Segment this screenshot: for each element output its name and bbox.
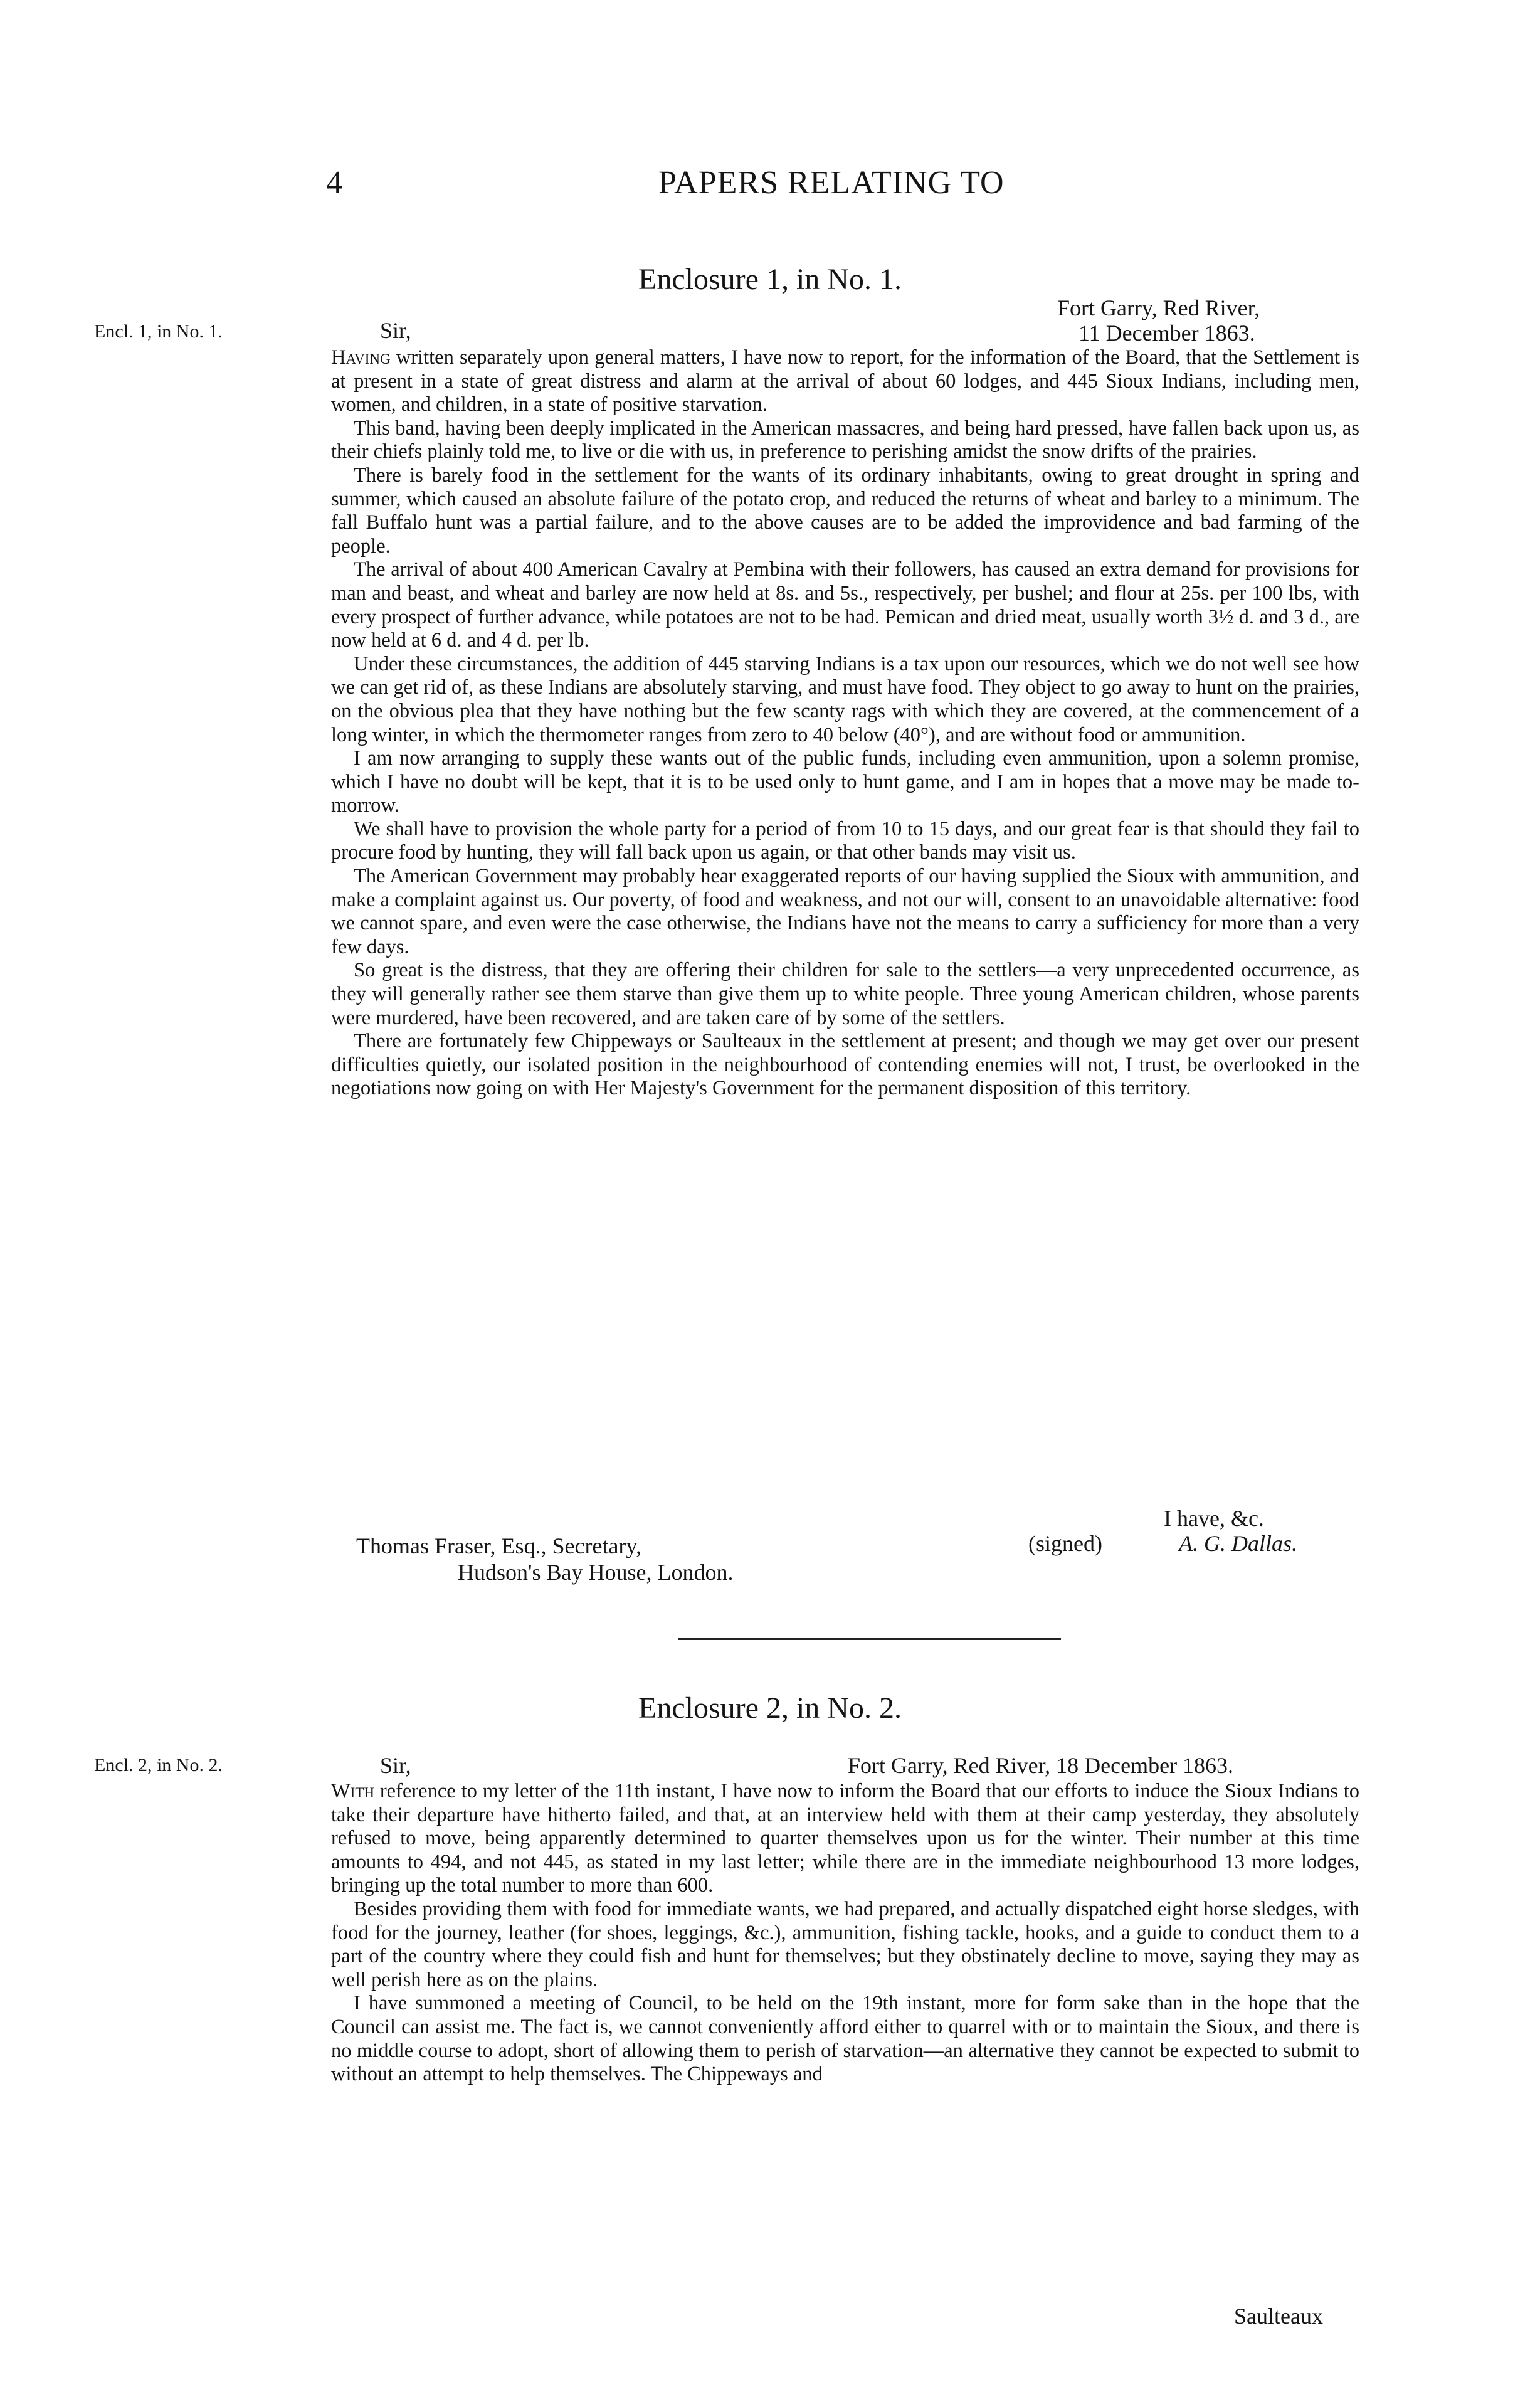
paragraph: Under these circumstances, the addition of 445 starving Indians is a tax upon our resources, which we do not well see how we can get rid of, as these Indians are absolutely starving, and must have food. They object to go away to hunt on the prairies, on the obvious plea that they have nothing but the few scanty rags with which they are covered, at the commencement of a long winter, in which the thermometer ranges from zero to 40 below (40°), and are without food or ammunition. [331, 652, 1359, 746]
running-title: PAPERS RELATING TO [658, 165, 1005, 201]
lead-word: With [331, 1780, 374, 1802]
enclosure-1-date: 11 December 1863. [1079, 320, 1255, 346]
paragraph: With reference to my letter of the 11th instant, I have now to inform the Board that our efforts to induce the Sioux Indians to take their departure have hitherto failed, and that, at an interview held with them at their camp yesterday, they absolutely refused to move, being apparently determined to quarter themselves upon us for the winter. Their number at this time amounts to 494, and not 445, as stated in my last letter; while there are in the immediate neighbourhood 13 more lodges, bringing up the total number to more than 600. [331, 1780, 1359, 1897]
section-divider [678, 1638, 1061, 1640]
enclosure-2-body [331, 1780, 1359, 2087]
signature: A. G. Dallas. [1179, 1531, 1297, 1556]
enclosure-2-place-date: Fort Garry, Red River, 18 December 1863. [848, 1753, 1234, 1778]
paragraph: So great is the distress, that they are offering their children for sale to the settlers—a very unprecedented occurrence, as they will generally rather see them starve than give them up to white people. Three young American children, whose parents were murdered, have been recovered, and are taken care of by some of the settlers. [331, 959, 1359, 1029]
lead-word: Having [331, 346, 391, 369]
paragraph: The arrival of about 400 American Cavalry at Pembina with their followers, has caused an extra demand for provisions for man and beast, and wheat and barley are now held at 8s. and 5s., respectively, per bushel; and flour at 25s. per 100 lbs, with every prospect of further advance, while potatoes are not to be had. Pemican and dried meat, usually worth 3½ d. and 3 d., are now held at 6 d. and 4 d. per lb. [331, 558, 1359, 652]
enclosure-2-margin-note: Encl. 2, in No. 2. [94, 1755, 223, 1775]
paragraph: There is barely food in the settlement for the wants of its ordinary inhabitants, owing to great drought in spring and summer, which caused an absolute failure of the potato crop, and reduced the returns of wheat and barley to a minimum. The fall Buffalo hunt was a partial failure, and to the above causes are to be added the improvidence and bad farming of the people. [331, 463, 1359, 558]
paragraph: Besides providing them with food for immediate wants, we had prepared, and actually dispatched eight horse sledges, with food for the journey, leather (for shoes, leggings, &c.), ammunition, fishing tackle, hooks, and a guide to conduct them to a part of the country where they could fish and hunt for themselves; but they obstinately decline to move, saying they may as well perish here as on the plains. [331, 1897, 1359, 1991]
catchword: Saulteaux [1234, 2304, 1323, 2329]
paragraph: Having written separately upon general matters, I have now to report, for the information of the Board, that the Settlement is at present in a state of great distress and alarm at the arrival of about 60 lodges, and 445 Sioux Indians, including men, women, and children, in a state of positive starvation. [331, 346, 1359, 416]
paragraph: I have summoned a meeting of Council, to be held on the 19th instant, more for form sake than in the hope that the Council can assist me. The fact is, we cannot conveniently afford either to quarrel with or to maintain the Sioux, and there is no middle course to adopt, short of allowing them to perish of starvation—an alternative they cannot be expected to submit to without an attempt to help themselves. The Chippeways and [331, 1992, 1359, 2086]
paragraph: This band, having been deeply implicated in the American massacres, and being hard pressed, have fallen back upon us, as their chiefs plainly told me, to live or die with us, in preference to perishing amidst the snow drifts of the prairies. [331, 416, 1359, 463]
enclosure-1-place: Fort Garry, Red River, [1057, 295, 1260, 320]
enclosure-2-heading: Enclosure 2, in No. 2. [638, 1691, 902, 1725]
addressee-line-2: Hudson's Bay House, London. [458, 1560, 734, 1585]
enclosure-2-salutation: Sir, [380, 1753, 411, 1778]
paragraph: I am now arranging to supply these wants out of the public funds, including even ammunition, upon a solemn promise, which I have no doubt will be kept, that it is to be used only to hunt game, and I am in hopes that a move may be made to-morrow. [331, 747, 1359, 817]
page-number: 4 [326, 165, 343, 201]
paragraph: We shall have to provision the whole party for a period of from 10 to 15 days, and our great fear is that should they fail to procure food by hunting, they will fall back upon us again, or that other bands may visit us. [331, 817, 1359, 864]
signed-label: (signed) [1028, 1531, 1102, 1556]
enclosure-1-heading: Enclosure 1, in No. 1. [638, 263, 902, 296]
addressee-line-1: Thomas Fraser, Esq., Secretary, [356, 1533, 642, 1558]
closing: I have, &c. [1164, 1506, 1264, 1531]
paragraph: The American Government may probably hear exaggerated reports of our having supplied the Sioux with ammunition, and make a complaint against us. Our poverty, of food and weakness, and not our will, consent to an unavoidable alternative: food we cannot spare, and even were the case otherwise, the Indians have not the means to carry a sufficiency for more than a very few days. [331, 865, 1359, 958]
enclosure-1-salutation: Sir, [380, 318, 411, 343]
paragraph: There are fortunately few Chippeways or Saulteaux in the settlement at present; and though we may get over our present difficulties quietly, our isolated position in the neighbourhood of contending enemies will not, I trust, be overlooked in the negotiations now going on with Her Majesty's Government for the permanent disposition of this territory. [331, 1030, 1359, 1100]
enclosure-1-body [331, 346, 1359, 1101]
enclosure-1-margin-note: Encl. 1, in No. 1. [94, 321, 223, 342]
